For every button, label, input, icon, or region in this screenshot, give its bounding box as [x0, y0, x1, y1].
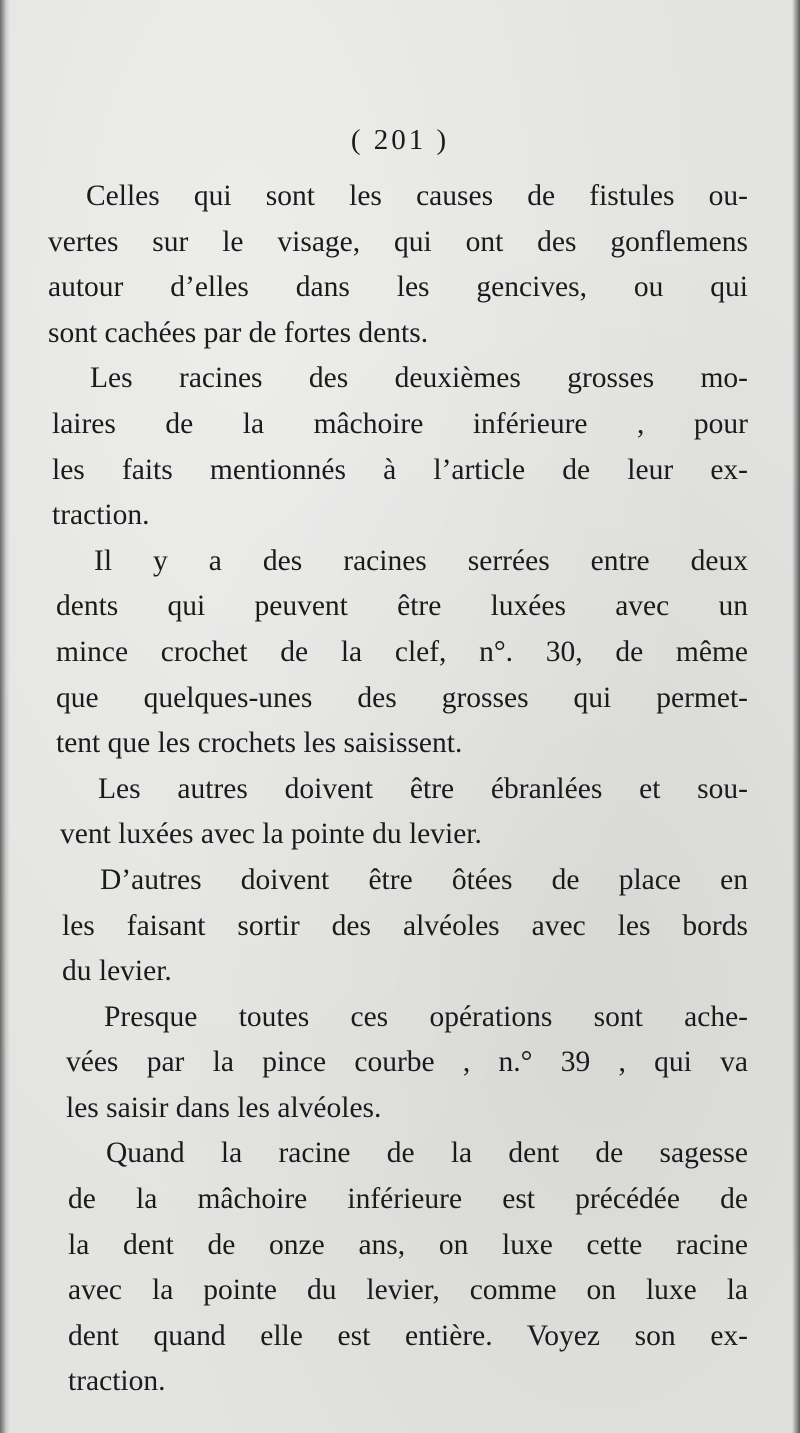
body-text — [48, 174, 748, 1405]
text-line: Quand la racine de la dent de sagesse — [106, 1137, 748, 1170]
text-line: Les racines des deuxièmes grosses mo- — [90, 362, 748, 395]
paragraph — [56, 539, 748, 767]
paragraph — [52, 356, 748, 538]
paragraph — [62, 858, 748, 995]
text-line: mince crochet de la clef, n°. 30, de même — [56, 635, 748, 668]
paragraph — [68, 1131, 748, 1405]
text-line: dents qui peuvent être luxées avec un — [56, 590, 748, 623]
text-line: les saisir dans les alvéoles. — [66, 1091, 382, 1124]
text-line: traction. — [68, 1365, 166, 1398]
text-line: vertes sur le visage, qui ont des gonflemens — [48, 225, 748, 258]
paragraph — [66, 995, 748, 1132]
text-line: autour d’elles dans les gencives, ou qui — [48, 271, 748, 304]
paragraph — [60, 767, 748, 858]
text-line: sont cachées par de fortes dents. — [48, 316, 429, 349]
text-line: traction. — [52, 499, 150, 532]
text-line: avec la pointe du levier, comme on luxe la — [68, 1274, 748, 1307]
text-line: D’autres doivent être ôtées de place en — [100, 863, 748, 896]
text-line: les faits mentionnés à l’article de leur ex- — [52, 453, 748, 486]
page-edge-shadow-left — [0, 0, 10, 1433]
text-line: de la mâchoire inférieure est précédée de — [68, 1183, 748, 1216]
text-line: du levier. — [62, 955, 172, 988]
text-line: vent luxées avec la pointe du levier. — [60, 818, 482, 851]
text-line: Les autres doivent être ébranlées et sou- — [98, 772, 748, 805]
text-line: dent quand elle est entière. Voyez son ex- — [68, 1319, 748, 1352]
text-line: Presque toutes ces opérations sont ache- — [104, 1000, 748, 1033]
page-edge-shadow-right — [792, 0, 800, 1433]
text-line: tent que les crochets les saisissent. — [56, 727, 463, 760]
paragraph — [48, 174, 748, 356]
page-number: ( 201 ) — [350, 124, 450, 156]
text-line: vées par la pince courbe , n.° 39 , qui va — [66, 1046, 748, 1079]
text-line: Il y a des racines serrées entre deux — [94, 544, 748, 577]
text-line: laires de la mâchoire inférieure , pour — [52, 407, 748, 440]
text-line: que quelques-unes des grosses qui permet- — [56, 681, 748, 714]
text-line: les faisant sortir des alvéoles avec les bords — [62, 909, 748, 942]
text-line: la dent de onze ans, on luxe cette racine — [68, 1228, 748, 1261]
text-line: Celles qui sont les causes de fistules ou- — [86, 180, 748, 212]
